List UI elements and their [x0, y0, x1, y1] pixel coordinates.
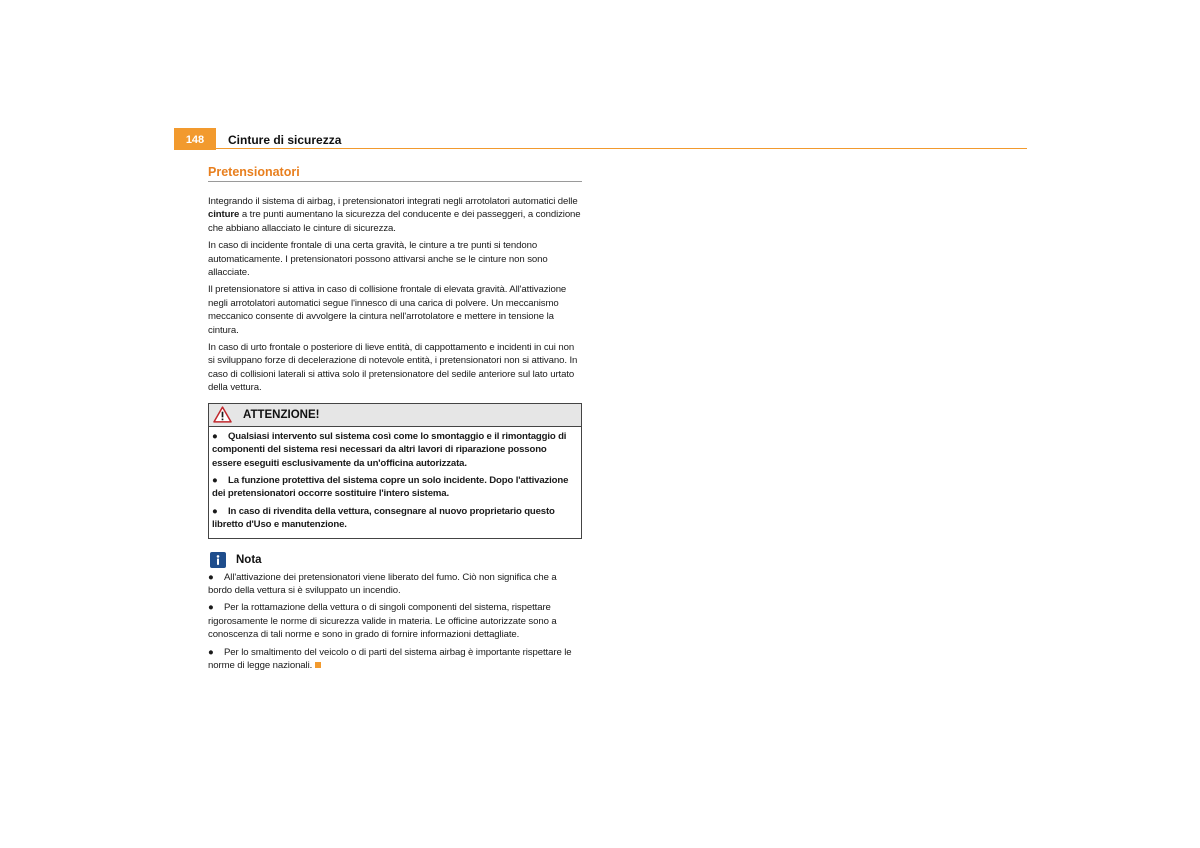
- intro-text-after: a tre punti aumentano la sicurezza del conducente e dei passeggeri, a condizione che abbiano allacciato le cinture di sicurezza.: [208, 209, 581, 234]
- bullet-icon: ●: [208, 602, 214, 614]
- warning-item-text: In caso di rivendita della vettura, consegnare al nuovo proprietario questo libretto d'Uso e manutenzione.: [212, 505, 555, 531]
- warning-box: [208, 403, 582, 539]
- header-divider: [174, 148, 1027, 149]
- warning-item: [212, 505, 578, 532]
- body-paragraph: In caso di urto frontale o posteriore di lieve entità, di cappottamento e incidenti in cui non si sviluppano forze di decelerazione di notevole entità, i pretensionatori non si attivano. In caso di collisioni laterali si attiva solo il pretensionatore del sedile anteriore sul lato urtato della vettura.: [208, 342, 578, 394]
- bullet-icon: ●: [212, 430, 218, 442]
- intro-bold-term: cinture: [208, 209, 240, 221]
- warning-body: [209, 427, 581, 538]
- bullet-icon: ●: [212, 474, 218, 486]
- note-header: [208, 552, 582, 568]
- note-title: Nota: [236, 553, 262, 566]
- chapter-title: Cinture di sicurezza: [228, 133, 342, 147]
- info-icon: [210, 552, 226, 568]
- bullet-icon: ●: [208, 646, 214, 658]
- end-of-section-marker: [315, 662, 321, 668]
- intro-paragraph: [208, 195, 582, 235]
- warning-triangle-icon: [213, 406, 232, 423]
- note-item: [208, 571, 582, 598]
- bullet-icon: ●: [208, 571, 214, 583]
- warning-header: [209, 404, 581, 427]
- body-paragraph: Il pretensionatore si attiva in caso di collisione frontale di elevata gravità. All'attivazione negli arrotolatori automatici segue l'innesco di una carica di polvere. Un meccanismo meccanico consente di avvolgere la cintura nell'arrotolatore e mettere in tensione la cintura.: [208, 284, 567, 336]
- note-item-text: Per la rottamazione della vettura o di singoli componenti del sistema, rispettare rigorosamente le norme di sicurezza valide in materia. Le officine autorizzate sono a conoscenza di tali norme e sono in grado di fornire informazioni dettagliate.: [208, 602, 557, 641]
- section-heading: Pretensionatori: [208, 165, 582, 182]
- body-paragraph: In caso di incidente frontale di una certa gravità, le cinture a tre punti si tendono automaticamente. I pretensionatori possono attivarsi anche se le cinture non sono allacciate.: [208, 240, 548, 279]
- note-item-text: All'attivazione dei pretensionatori viene liberato del fumo. Ciò non significa che a bordo della vettura si è sviluppato un incendio.: [208, 571, 557, 596]
- warning-title: ATTENZIONE!: [243, 408, 320, 421]
- note-item-text: Per lo smaltimento del veicolo o di parti del sistema airbag è importante rispettare le norme di legge nazionali.: [208, 646, 572, 671]
- bullet-icon: ●: [212, 505, 218, 517]
- page-number: 148: [174, 128, 216, 150]
- warning-item: [212, 430, 578, 470]
- note-item: [208, 601, 582, 641]
- warning-item-text: La funzione protettiva del sistema copre un solo incidente. Dopo l'attivazione dei pretensionatori occorre sostituire l'intero sistema.: [212, 474, 569, 500]
- intro-text-before: Integrando il sistema di airbag, i pretensionatori integrati negli arrotolatori automatici delle: [208, 196, 578, 207]
- warning-item-text: Qualsiasi intervento sul sistema così come lo smontaggio e il rimontaggio di componenti del sistema resi necessari da altri lavori di riparazione possono essere eseguiti esclusivamente da un'officina autorizzata.: [212, 430, 567, 469]
- warning-item: [212, 474, 578, 501]
- note-item: [208, 646, 582, 673]
- main-content: [208, 165, 582, 676]
